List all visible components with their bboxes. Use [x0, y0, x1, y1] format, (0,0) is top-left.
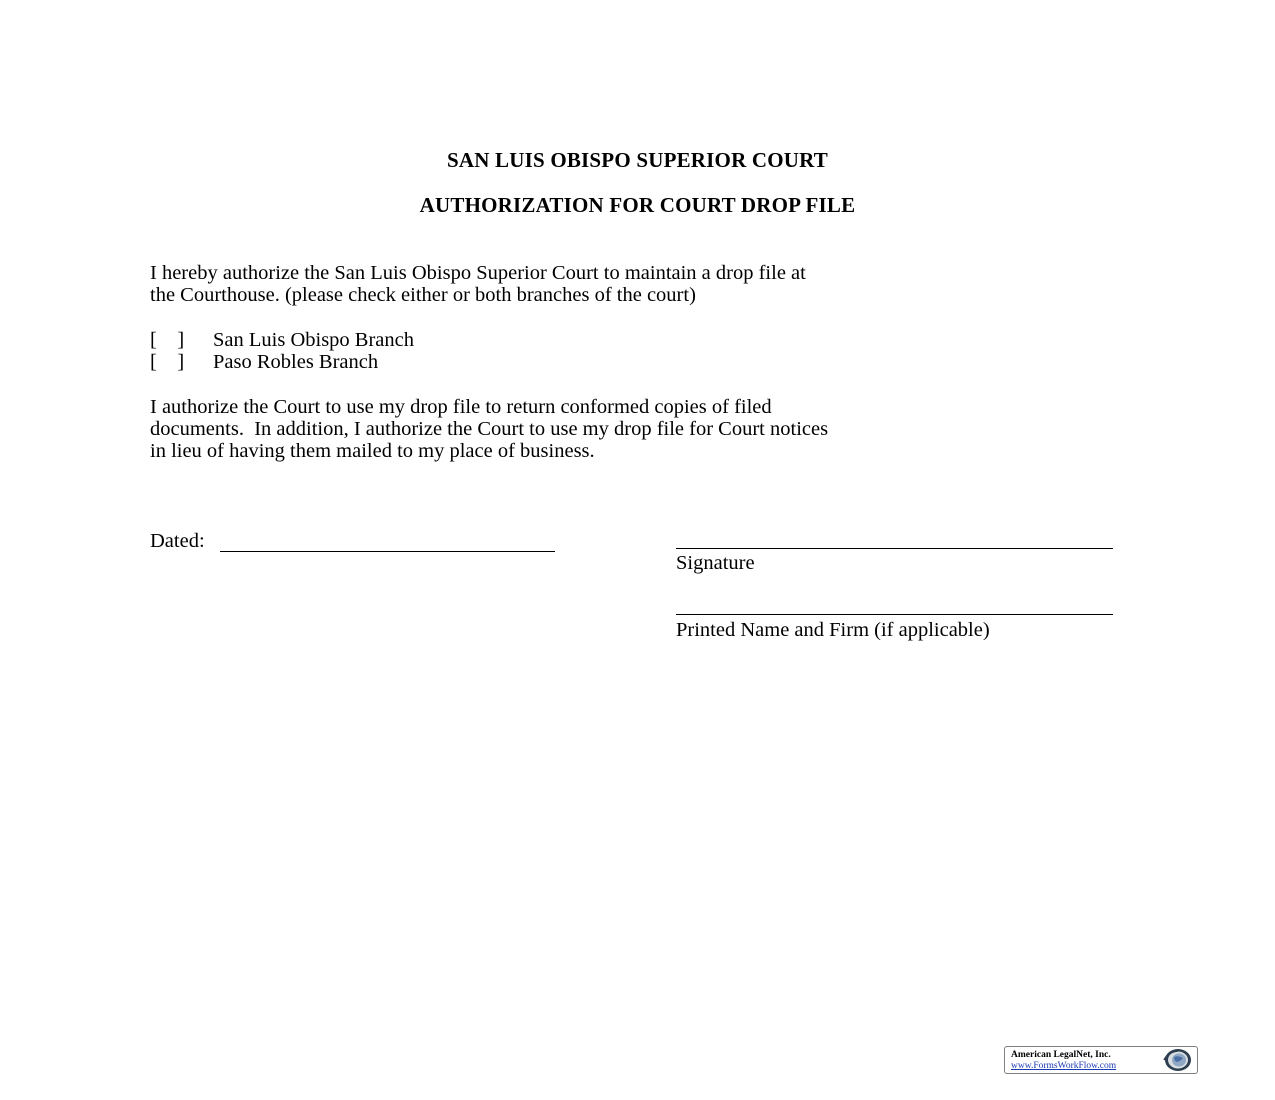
court-title: SAN LUIS OBISPO SUPERIOR COURT [446, 148, 828, 172]
footer-company-name: American LegalNet, Inc. [1011, 1050, 1111, 1060]
form-title: AUTHORIZATION FOR COURT DROP FILE [419, 193, 856, 217]
dated-field [150, 530, 555, 552]
globe-logo-icon [1158, 1048, 1194, 1072]
signature-blank-line[interactable] [676, 548, 1113, 549]
checkbox-paso-robles[interactable]: [ ] [150, 351, 185, 373]
dated-blank-line[interactable] [220, 533, 555, 552]
checkbox-san-luis-obispo[interactable]: [ ] [150, 329, 185, 351]
branch-option-paso-robles [150, 351, 378, 373]
authorization-paragraph: I authorize the Court to use my drop file to return conformed copies of filed documents. In addition, I authorize the Court to use my drop file for Court notices in lieu of having them mailed to my place of business. [150, 396, 829, 462]
footer-badge [1004, 1046, 1198, 1074]
signature-label: Signature [676, 552, 755, 574]
dated-label: Dated: [150, 530, 205, 552]
printed-name-label: Printed Name and Firm (if applicable) [676, 619, 990, 641]
footer-url-link[interactable]: www.FormsWorkFlow.com [1011, 1061, 1117, 1071]
branch-label-paso-robles: Paso Robles Branch [213, 351, 379, 373]
printed-name-blank-line[interactable] [676, 614, 1113, 615]
branch-option-san-luis-obispo [150, 329, 414, 351]
intro-paragraph: I hereby authorize the San Luis Obispo Superior Court to maintain a drop file at the Courthouse. (please check either or both branches of the court) [150, 262, 806, 306]
branch-label-san-luis-obispo: San Luis Obispo Branch [213, 329, 414, 351]
